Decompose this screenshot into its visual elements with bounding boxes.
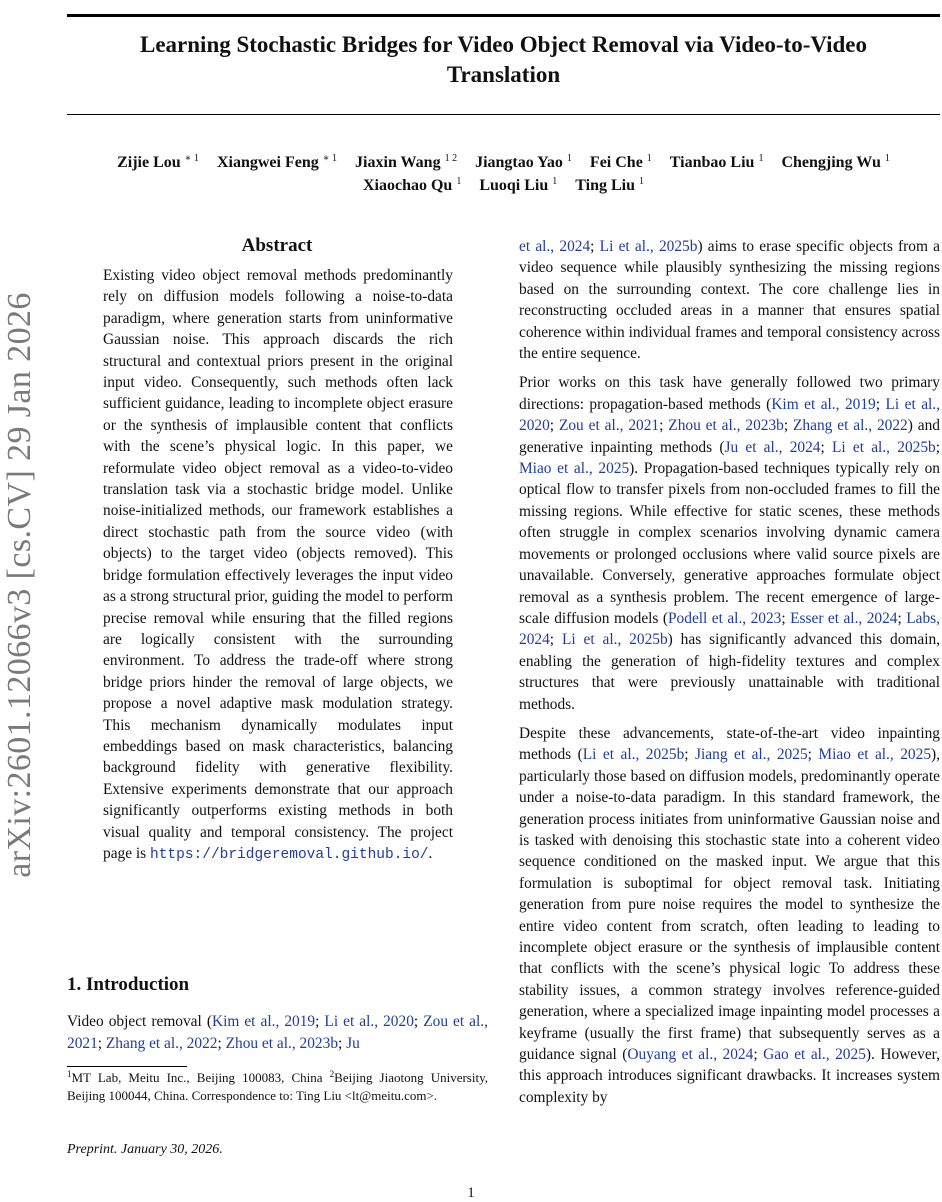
arxiv-side-stamp: arXiv:2601.12066v3 [cs.CV] 29 Jan 2026 — [1, 292, 38, 878]
author: Chengjing Wu $^1$ — [781, 153, 890, 171]
citation-link[interactable]: Gao et al., 2025 — [763, 1046, 866, 1064]
title-bottom-rule — [67, 114, 940, 115]
page-number: 1 — [467, 1185, 475, 1201]
paragraph: et al., 2024; Li et al., 2025b) aims to erase specific objects from a video sequence while plausibly synthesizing the missing regions based on the surrounding context. The core challenge lies in reconstructing occluded areas in a manner that ensures spatial coherence within individual frames and temporal consistency across the entire sequence. — [519, 238, 941, 363]
citation-link[interactable]: Li et al., 2020 — [519, 395, 941, 435]
citation-link[interactable]: et al., 2024 — [519, 238, 591, 255]
citation-link[interactable]: Jiang et al., 2025 — [695, 746, 808, 764]
right-column — [519, 236, 940, 1116]
citation-link[interactable]: Li et al., 2020 — [324, 1013, 414, 1030]
citation-link[interactable]: Esser et al., 2024 — [790, 609, 898, 627]
project-page-link[interactable]: https://bridgeremoval.github.io/ — [150, 846, 429, 863]
citation-link[interactable]: Ju — [346, 1035, 360, 1052]
footnote-rule — [67, 1066, 187, 1067]
author-list — [67, 151, 940, 197]
author: Tianbao Liu $^1$ — [669, 153, 764, 171]
citation-link[interactable]: Zou et al., 2021 — [558, 417, 660, 435]
citation-link[interactable]: Li et al., 2025b — [561, 631, 668, 649]
title-line-1: Learning Stochastic Bridges for Video Object Removal via Video-to-Video — [140, 32, 867, 57]
section-heading-introduction: 1. Introduction — [67, 974, 190, 995]
author: Xiaochao Qu $^1$ — [362, 176, 462, 194]
author-line-2 — [67, 174, 940, 197]
citation-link[interactable]: Zhou et al., 2023b — [668, 417, 784, 435]
author-line-1 — [67, 151, 940, 174]
citation-link[interactable]: Miao et al., 2025 — [818, 746, 932, 764]
author: Xiangwei Feng $^{∗ 1}$ — [216, 153, 338, 171]
citation-link[interactable]: Miao et al., 2025 — [519, 460, 630, 478]
citation-link[interactable]: Li et al., 2025b — [582, 746, 685, 764]
paragraph: Despite these advancements, state-of-the-art video inpainting methods (Li et al., 2025b; Jiang et al., 2025; Miao et al., 2025), particularly those based on diffusion models, predominantly operate under a noise-to-data paradigm. In this standard framework, the generation process initiates from uninformative Gaussian noise and is tasked with denoising this stochastic state into a coherent video sequence conditioned on the masked input. We argue that this formulation is suboptimal for object removal task. Initiating generation from pure noise requires the model to synthesize the entire video content from scratch, often leading to leading to incomplete object erasure or the synthesis of implausible content that conflicts with the scene’s physical logic To address these stability issues, a common strategy involves reference-guided generation, where a specialized image inpainting model processes a keyframe (usually the first frame) that subsequently serves as a guidance signal (Ouyang et al., 2024; Gao et al., 2025). However, this approach introduces significant drawbacks. It increases system complexity by — [519, 724, 941, 1106]
title-top-rule — [67, 14, 940, 17]
preprint-date: Preprint. January 30, 2026. — [67, 1142, 223, 1157]
citation-link[interactable]: Podell et al., 2023 — [668, 609, 782, 627]
author: Ting Liu $^1$ — [575, 176, 645, 194]
citation-link[interactable]: Kim et al., 2019 — [211, 1013, 316, 1030]
citation-link[interactable]: Zhou et al., 2023b — [225, 1035, 339, 1052]
citation-link[interactable]: Li et al., 2025b — [599, 238, 698, 255]
citation-link[interactable]: Li et al., 2025b — [832, 438, 936, 456]
paragraph: Prior works on this task have generally followed two primary directions: propagation-based methods (Kim et al., 2019; Li et al., 2020; Zou et al., 2021; Zhou et al., 2023b; Zhang et al., 2022) and generative inpainting methods (Ju et al., 2024; Li et al., 2025b; Miao et al., 2025). Propagation-based techniques typically rely on optical flow to transfer pixels from non-occluded frames to fill the missing regions. While effective for static scenes, these methods often struggle in complex scenarios involving dynamic camera movements or prolonged occlusions where valid source pixels are unavailable. Conversely, generative approaches formulate object removal as a synthesis problem. The recent emergence of large-scale diffusion models (Podell et al., 2023; Esser et al., 2024; Labs, 2024; Li et al., 2025b) has significantly advanced this domain, enabling the generation of high-fidelity textures and complex structures that were previously unattainable with traditional methods. — [519, 374, 941, 713]
citation-link[interactable]: Ju et al., 2024 — [724, 438, 821, 456]
citation-link[interactable]: Zou et al., 2021 — [67, 1013, 488, 1052]
title-line-2: Translation — [446, 62, 561, 87]
paper-title — [67, 30, 940, 90]
citation-link[interactable]: Zhang et al., 2022 — [793, 417, 908, 435]
author: Jiangtao Yao $^1$ — [475, 153, 572, 171]
introduction-paragraph: Video object removal (Kim et al., 2019; Li et al., 2020; Zou et al., 2021; Zhang et al., 2022; Zhou et al., 2023b; Ju — [67, 1013, 488, 1052]
citation-link[interactable]: Labs, 2024 — [519, 609, 941, 649]
author: Fei Che $^1$ — [589, 153, 652, 171]
abstract-heading: Abstract — [241, 235, 313, 256]
citation-link[interactable]: Kim et al., 2019 — [771, 395, 876, 413]
affiliation-footnote: $^1$MT Lab, Meitu Inc., Beijing 100083, China $^2$Beijing Jiaotong University, Beijing 100044, China. Correspondence to: Ting Liu <lt@meitu.com>. — [67, 1069, 488, 1103]
author: Jiaxin Wang $^{1 2}$ — [355, 153, 458, 171]
abstract-body: Existing video object removal methods predominantly rely on diffusion models following a noise-to-data paradigm, where generation starts from uninformative Gaussian noise. This approach discards the rich structural and contextual priors present in the original input video. Consequently, such methods often lack sufficient guidance, leading to incomplete object erasure or the synthesis of implausible content that conflicts with the scene’s physical logic. In this paper, we reformulate video object removal as a video-to-video translation task via a stochastic bridge model. Unlike noise-initialized methods, our framework establishes a direct stochastic path from the source video (with objects) to the target video (objects removed). This bridge formulation effectively leverages the input video as a strong structural prior, guiding the model to perform precise removal while ensuring that the filled regions are logically consistent with the surrounding environment. To address the trade-off where strong bridge priors hinder the removal of large objects, we propose a novel adaptive mask modulation strategy. This mechanism dynamically modulates input embeddings based on mask characteristics, balancing background fidelity with generative flexibility. Extensive experiments demonstrate that our approach significantly outperforms existing methods in both visual quality and temporal consistency. The project page is https://bridgeremoval.github.io/. — [103, 267, 453, 863]
author: Zijie Lou $^{∗ 1}$ — [117, 153, 199, 171]
citation-link[interactable]: Zhang et al., 2022 — [105, 1035, 218, 1052]
author: Luoqi Liu $^1$ — [479, 176, 558, 194]
citation-link[interactable]: Ouyang et al., 2024 — [627, 1046, 754, 1064]
